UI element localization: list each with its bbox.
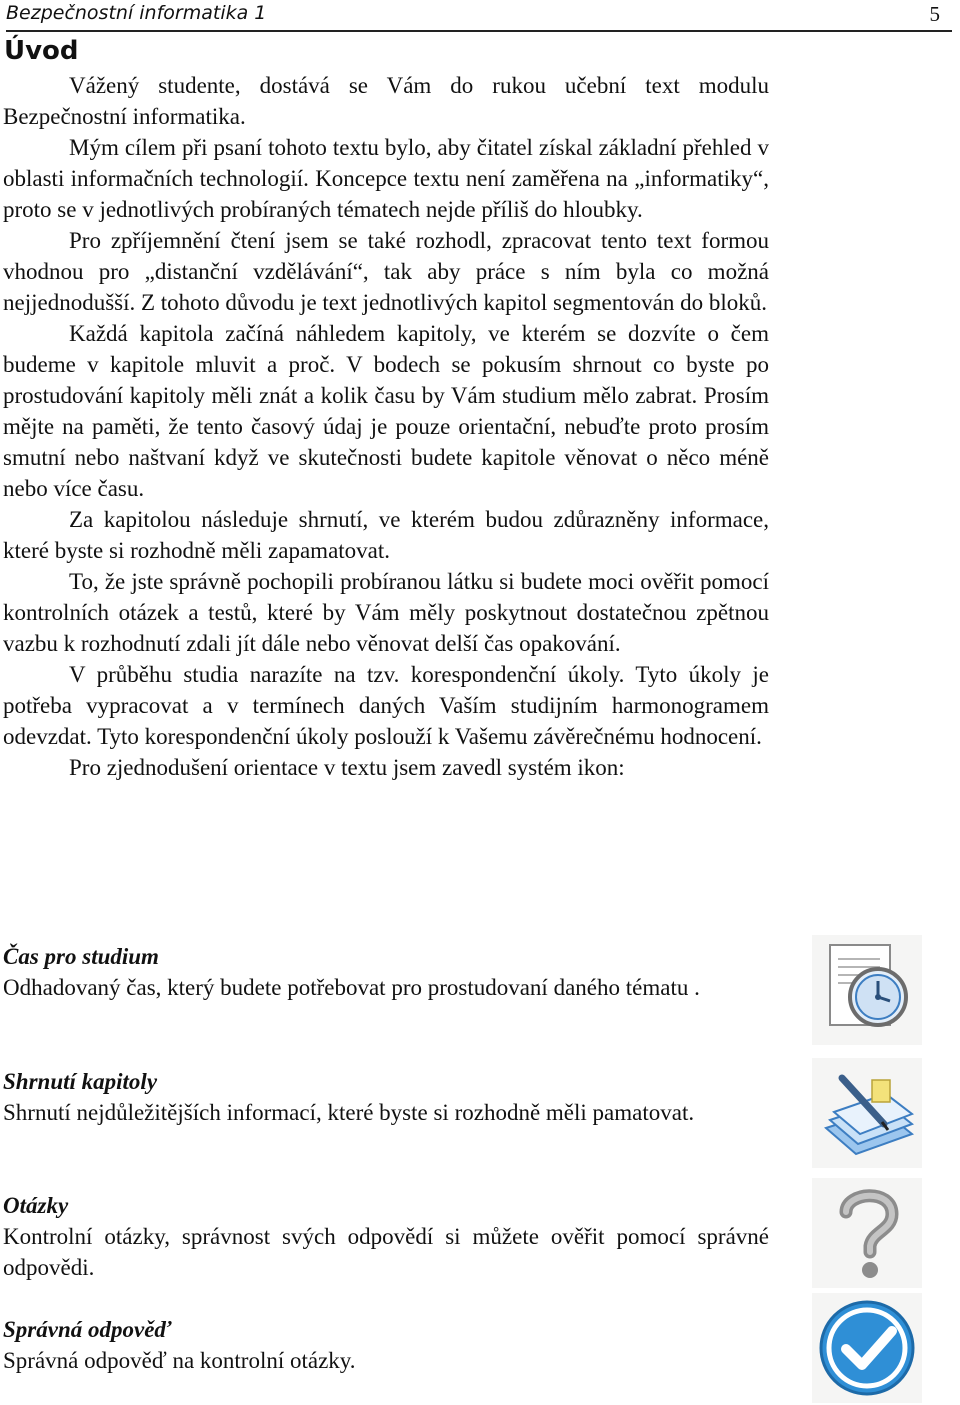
checkmark-icon [812,1293,922,1403]
legend-correct-answer [3,1314,769,1376]
paragraph: Pro zpříjemnění čtení jsem se také rozhodl, zpracovat tento text formou vhodnou pro „distanční vzdělávání“, tak aby práce s ním byla co možná nejjednodušší. Z tohoto důvodu je text jednotlivých kapitol segmentován do bloků. [3,228,769,315]
legend-description: Správná odpověď na kontrolní otázky. [3,1348,356,1373]
page-header [6,0,952,32]
legend-description: Kontrolní otázky, správnost svých odpovědí si můžete ověřit pomocí správné odpovědi. [3,1224,769,1280]
question-mark-icon [812,1178,922,1288]
paragraph: Pro zjednodušení orientace v textu jsem zavedl systém ikon: [69,755,625,780]
legend-title: Otázky [3,1193,69,1218]
legend-title: Čas pro studium [3,944,159,969]
legend-questions [3,1190,769,1283]
clock-document-icon [812,935,922,1045]
paragraph: To, že jste správně pochopili probíranou látku si budete moci ověřit pomocí kontrolních otázek a testů, které by Vám měly poskytnout dostatečnou zpětnou vazbu k rozhodnutí zdali jít dále nebo věnovat delší čas opakování. [3,569,769,656]
pen-notes-icon [812,1058,922,1168]
legend-title: Správná odpověď [3,1317,172,1342]
paragraph: Každá kapitola začíná náhledem kapitoly, ve kterém se dozvíte o čem budeme v kapitole mluvit a proč. V bodech se pokusím shrnout co byste po prostudování kapitoly měli znát a kolik času by Vám studium mělo zabrat. Prosím mějte na paměti, že tento časový údaj je pouze orientační, nebuďte proto prosím smutní nebo naštvaní když ve skutečnosti budete kapitole věnovat o něco méně nebo více času. [3,321,769,501]
page-number: 5 [929,2,940,26]
legend-description: Odhadovaný čas, který budete potřebovat pro prostudovaní daného tématu . [3,975,700,1000]
paragraph: Za kapitolou následuje shrnutí, ve kterém budou zdůrazněny informace, které byste si rozhodně měli zapamatovat. [3,507,769,563]
paragraph: Vážený studente, dostává se Vám do rukou učební text modulu Bezpečnostní informatika. [3,73,769,129]
legend-title: Shrnutí kapitoly [3,1069,158,1094]
legend-description: Shrnutí nejdůležitějších informací, které byste si rozhodně měli pamatovat. [3,1100,695,1125]
paragraph: V průběhu studia narazíte na tzv. korespondenční úkoly. Tyto úkoly je potřeba vypracovat a v termínech daných Vaším studijním harmonogramem odevzdat. Tyto korespondenční úkoly poslouží k Vašemu závěrečnému hodnocení. [3,662,769,749]
legend-chapter-summary [3,1066,769,1128]
section-heading: Úvod [4,36,79,66]
paragraph: Mým cílem při psaní tohoto textu bylo, aby čitatel získal základní přehled v oblasti informačních technologií. Koncepce textu není zaměřena na „informatiky“, proto se v jednotlivých probíraných tématech nejde příliš do hloubky. [3,135,769,222]
header-title: Bezpečnostní informatika 1 [6,2,267,24]
legend-study-time [3,941,769,1003]
intro-text [3,70,769,783]
